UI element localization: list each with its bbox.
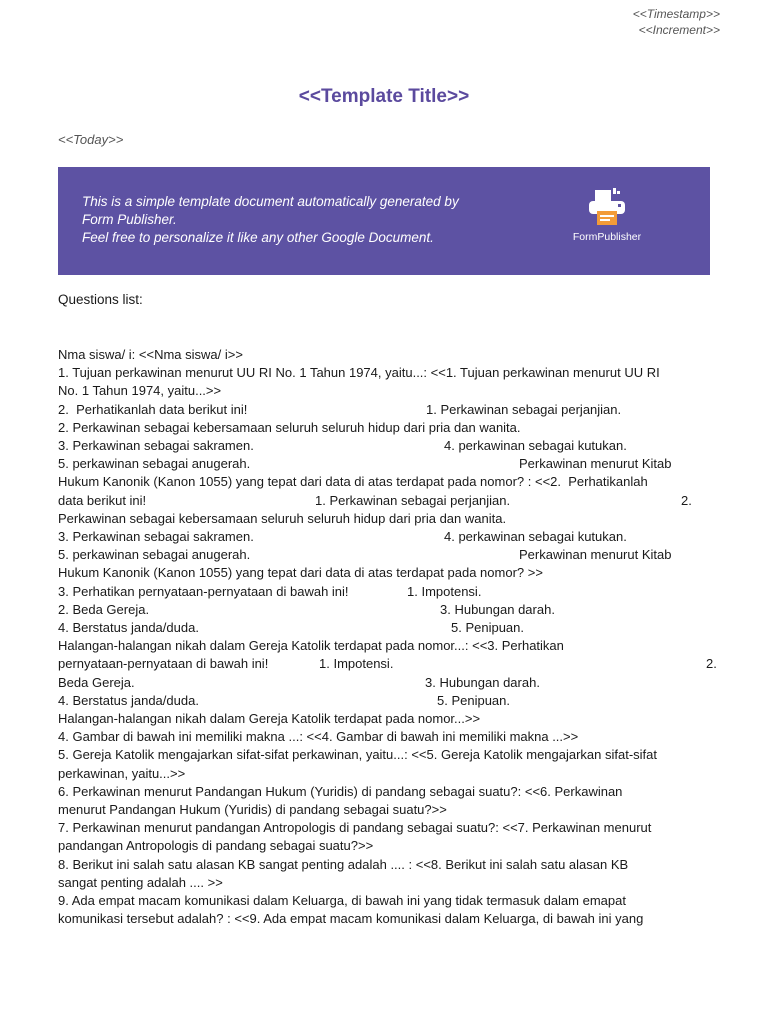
banner-line: Form Publisher. <box>82 212 177 227</box>
body-line <box>58 819 720 837</box>
body-line <box>58 346 720 364</box>
body-text-segment: 4. Berstatus janda/duda. <box>58 620 199 636</box>
body-line <box>58 601 720 619</box>
body-line <box>58 765 720 783</box>
body-line <box>58 856 720 874</box>
body-text-segment: Perkawinan menurut Kitab <box>519 547 672 563</box>
body-text-segment: perkawinan, yaitu...>> <box>58 765 186 781</box>
document-meta <box>633 6 720 38</box>
body-text-segment: 2. <box>706 656 717 672</box>
body-text-segment: 4. perkawinan sebagai kutukan. <box>444 529 627 545</box>
body-text-segment: 3. Perhatikan pernyataan-pernyataan di bawah ini! <box>58 583 349 599</box>
body-line <box>58 655 720 673</box>
body-line <box>58 546 720 564</box>
body-text-segment: 3. Perkawinan sebagai sakramen. <box>58 529 254 545</box>
body-text-segment: 3. Perkawinan sebagai sakramen. <box>58 438 254 454</box>
body-line <box>58 401 720 419</box>
body-line <box>58 510 720 528</box>
body-text-segment: 2. Perkawinan sebagai kebersamaan seluruh seluruh hidup dari pria dan wanita. <box>58 419 521 435</box>
body-line <box>58 364 720 382</box>
increment-placeholder: <<Increment>> <box>638 23 720 37</box>
body-text-segment: 1. Impotensi. <box>319 656 394 672</box>
body-text-segment: 1. Impotensi. <box>407 583 482 599</box>
body-text-segment: Hukum Kanonik (Kanon 1055) yang tepat dari data di atas terdapat pada nomor? >> <box>58 565 543 581</box>
body-line <box>58 619 720 637</box>
body-line <box>58 892 720 910</box>
printer-icon <box>585 187 629 227</box>
body-text-segment: 4. perkawinan sebagai kutukan. <box>444 438 627 454</box>
body-text-segment: 5. Penipuan. <box>437 692 511 708</box>
timestamp-placeholder: <<Timestamp>> <box>632 7 720 21</box>
banner-text <box>82 193 459 247</box>
body-line <box>58 674 720 692</box>
body-text-segment: 9. Ada empat macam komunikasi dalam Keluarga, di bawah ini yang tidak termasuk dalam emapat <box>58 893 626 909</box>
body-text-segment: 2. <box>681 492 692 508</box>
body-line <box>58 473 720 491</box>
body-line <box>58 437 720 455</box>
body-line <box>58 801 720 819</box>
body-text-segment: 5. Gereja Katolik mengajarkan sifat-sifat perkawinan, yaitu...: <<5. Gereja Katolik mengajarkan sifat-sifat <box>58 747 658 763</box>
today-placeholder: <<Today>> <box>58 132 124 147</box>
body-text-segment: 3. Hubungan darah. <box>425 674 540 690</box>
body-text-segment: sangat penting adalah .... >> <box>58 874 223 890</box>
body-line <box>58 455 720 473</box>
body-text-segment: 7. Perkawinan menurut pandangan Antropologis di pandang sebagai suatu?: <<7. Perkawinan menurut <box>58 820 652 836</box>
body-text-segment: menurut Pandangan Hukum (Yuridis) di pandang sebagai suatu?>> <box>58 802 447 818</box>
body-text-segment: 1. Perkawinan sebagai perjanjian. <box>426 401 622 417</box>
body-text-segment: 5. perkawinan sebagai anugerah. <box>58 547 251 563</box>
formpublisher-logo <box>570 187 644 243</box>
body-line <box>58 564 720 582</box>
body-text-segment: 5. Penipuan. <box>451 620 525 636</box>
body-line <box>58 728 720 746</box>
body-line <box>58 692 720 710</box>
questions-heading: Questions list: <box>58 292 143 307</box>
body-text-segment: 1. Tujuan perkawinan menurut UU RI No. 1 Tahun 1974, yaitu...: <<1. Tujuan perkawinan menurut UU RI <box>58 365 660 381</box>
body-line <box>58 746 720 764</box>
body-line <box>58 783 720 801</box>
banner-line: This is a simple template document automatically generated by <box>82 194 459 209</box>
body-text-segment: 5. perkawinan sebagai anugerah. <box>58 456 251 472</box>
questions-body <box>58 346 720 929</box>
body-text-segment: Perkawinan menurut Kitab <box>519 456 672 472</box>
body-line <box>58 837 720 855</box>
body-text-segment: Halangan-halangan nikah dalam Gereja Katolik terdapat pada nomor...: <<3. Perhatikan <box>58 638 564 654</box>
body-line <box>58 910 720 928</box>
body-line <box>58 492 720 510</box>
body-text-segment: 1. Perkawinan sebagai perjanjian. <box>315 492 511 508</box>
body-text-segment: Beda Gereja. <box>58 674 135 690</box>
body-text-segment: pandangan Antropologis di pandang sebagai suatu?>> <box>58 838 374 854</box>
body-line <box>58 710 720 728</box>
body-line <box>58 874 720 892</box>
body-text-segment: Hukum Kanonik (Kanon 1055) yang tepat dari data di atas terdapat pada nomor? : <<2. Perhatikanlah <box>58 474 648 490</box>
page-title: <<Template Title>> <box>298 86 470 107</box>
body-text-segment: 2. Beda Gereja. <box>58 601 150 617</box>
body-text-segment: 2. Perhatikanlah data berikut ini! <box>58 401 248 417</box>
body-text-segment: 3. Hubungan darah. <box>440 601 555 617</box>
body-text-segment: 4. Berstatus janda/duda. <box>58 692 199 708</box>
logo-label: FormPublisher <box>572 231 642 243</box>
body-line <box>58 419 720 437</box>
body-text-segment: data berikut ini! <box>58 492 147 508</box>
body-text-segment: Nma siswa/ i: <<Nma siswa/ i>> <box>58 347 243 362</box>
body-text-segment: pernyataan-pernyataan di bawah ini! <box>58 656 269 672</box>
body-text-segment: 6. Perkawinan menurut Pandangan Hukum (Yuridis) di pandang sebagai suatu?: <<6. Perkawinan <box>58 783 623 799</box>
body-line <box>58 583 720 601</box>
body-line <box>58 637 720 655</box>
body-text-segment: Perkawinan sebagai kebersamaan seluruh seluruh hidup dari pria dan wanita. <box>58 510 507 526</box>
info-banner <box>58 167 710 275</box>
body-text-segment: 8. Berikut ini salah satu alasan KB sangat penting adalah .... : <<8. Berikut ini salah satu alasan KB <box>58 856 629 872</box>
body-line <box>58 528 720 546</box>
banner-line: Feel free to personalize it like any other Google Document. <box>82 230 434 245</box>
body-text-segment: Halangan-halangan nikah dalam Gereja Katolik terdapat pada nomor...>> <box>58 711 481 727</box>
body-text-segment: No. 1 Tahun 1974, yaitu...>> <box>58 383 222 399</box>
body-text-segment: 4. Gambar di bawah ini memiliki makna ...: <<4. Gambar di bawah ini memiliki makna ...>> <box>58 729 579 745</box>
body-line <box>58 382 720 400</box>
body-text-segment: komunikasi tersebut adalah? : <<9. Ada empat macam komunikasi dalam Keluarga, di bawah ini yang <box>58 911 644 927</box>
